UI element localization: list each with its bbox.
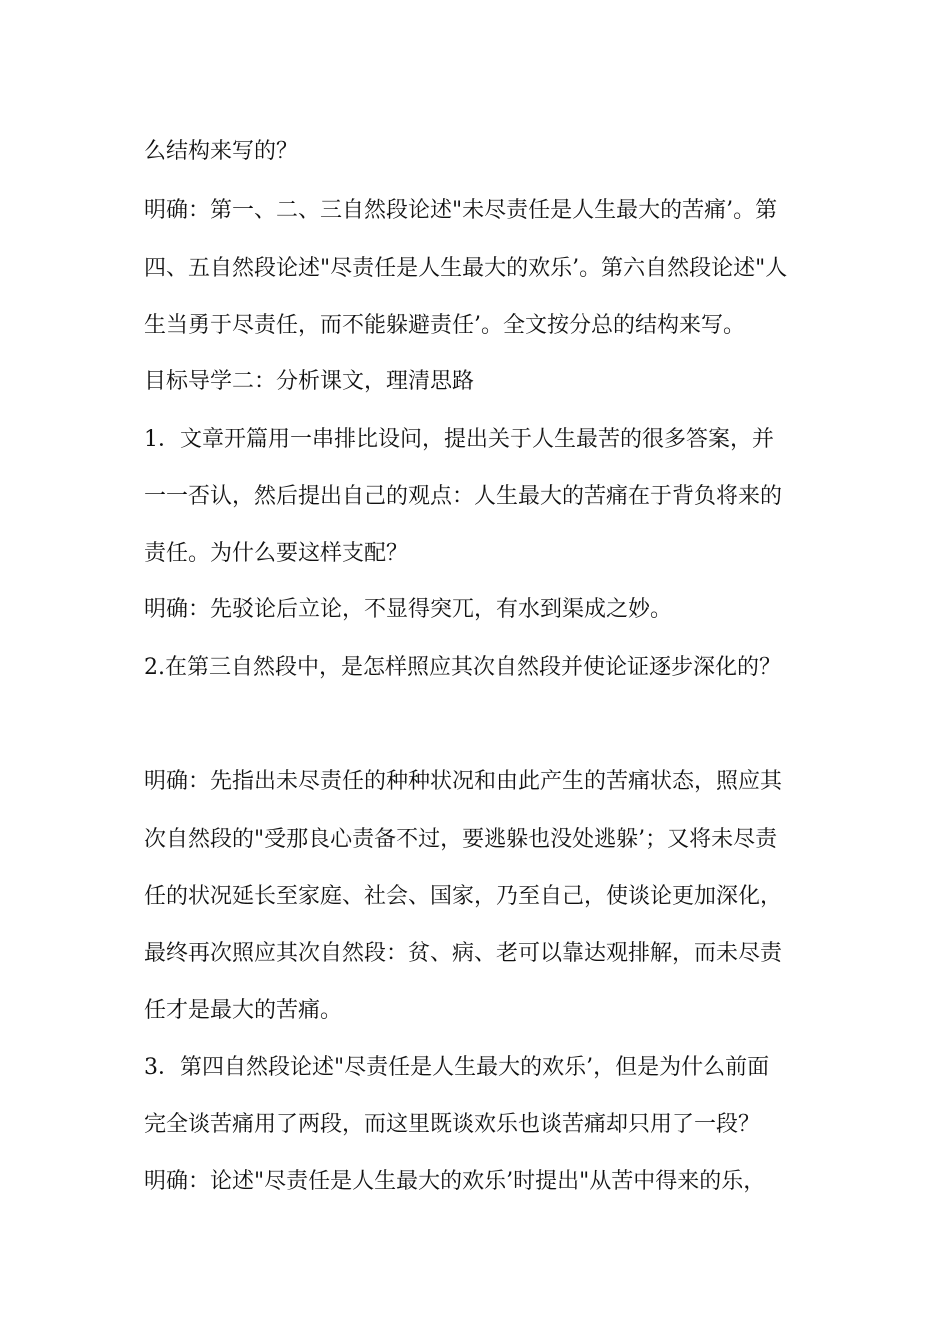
text-line: 明确：先指出未尽责任的种种状况和由此产生的苦痛状态，照应其 (144, 769, 783, 794)
text-line: 任才是最大的苦痛。 (144, 998, 343, 1023)
text-line: 最终再次照应其次自然段：贫、病、老可以靠达观排解，而未尽责 (144, 941, 783, 966)
text-line: 1．文章开篇用一串排比设问，提出关于人生最苦的很多答案，并 (144, 427, 774, 452)
text-line: 生当勇于尽责任，而不能躲避责任’。全文按分总的结构来写。 (144, 313, 745, 338)
text-line: 明确：先驳论后立论，不显得突兀，有水到渠成之妙。 (144, 597, 673, 622)
text-line: 目标导学二：分析课文，理清思路 (144, 369, 475, 394)
text-line: 四、五自然段论述"尽责任是人生最大的欢乐’。第六自然段论述"人 (144, 256, 788, 281)
text-line: 任的状况延长至家庭、社会、国家，乃至自己，使谈论更加深化， (144, 884, 783, 909)
text-line: 次自然段的"受那良心责备不过，要逃躲也没处逃躲’；又将未尽责 (144, 827, 778, 852)
text-line: 一一否认，然后提出自己的观点：人生最大的苦痛在于背负将来的 (144, 484, 783, 509)
text-line: 明确：第一、二、三自然段论述"未尽责任是人生最大的苦痛’。第 (144, 198, 778, 223)
text-line: 3．第四自然段论述"尽责任是人生最大的欢乐’，但是为什么前面 (144, 1055, 770, 1080)
text-line: 完全谈苦痛用了两段，而这里既谈欢乐也谈苦痛却只用了一段？ (144, 1112, 761, 1137)
text-line: 责任。为什么要这样支配？ (144, 541, 409, 566)
text-line: 明确：论述"尽责任是人生最大的欢乐’时提出"从苦中得来的乐， (144, 1169, 766, 1194)
text-line: 2.在第三自然段中，是怎样照应其次自然段并使论证逐步深化的？ (144, 655, 781, 680)
text-line: 么结构来写的？ (144, 139, 299, 164)
